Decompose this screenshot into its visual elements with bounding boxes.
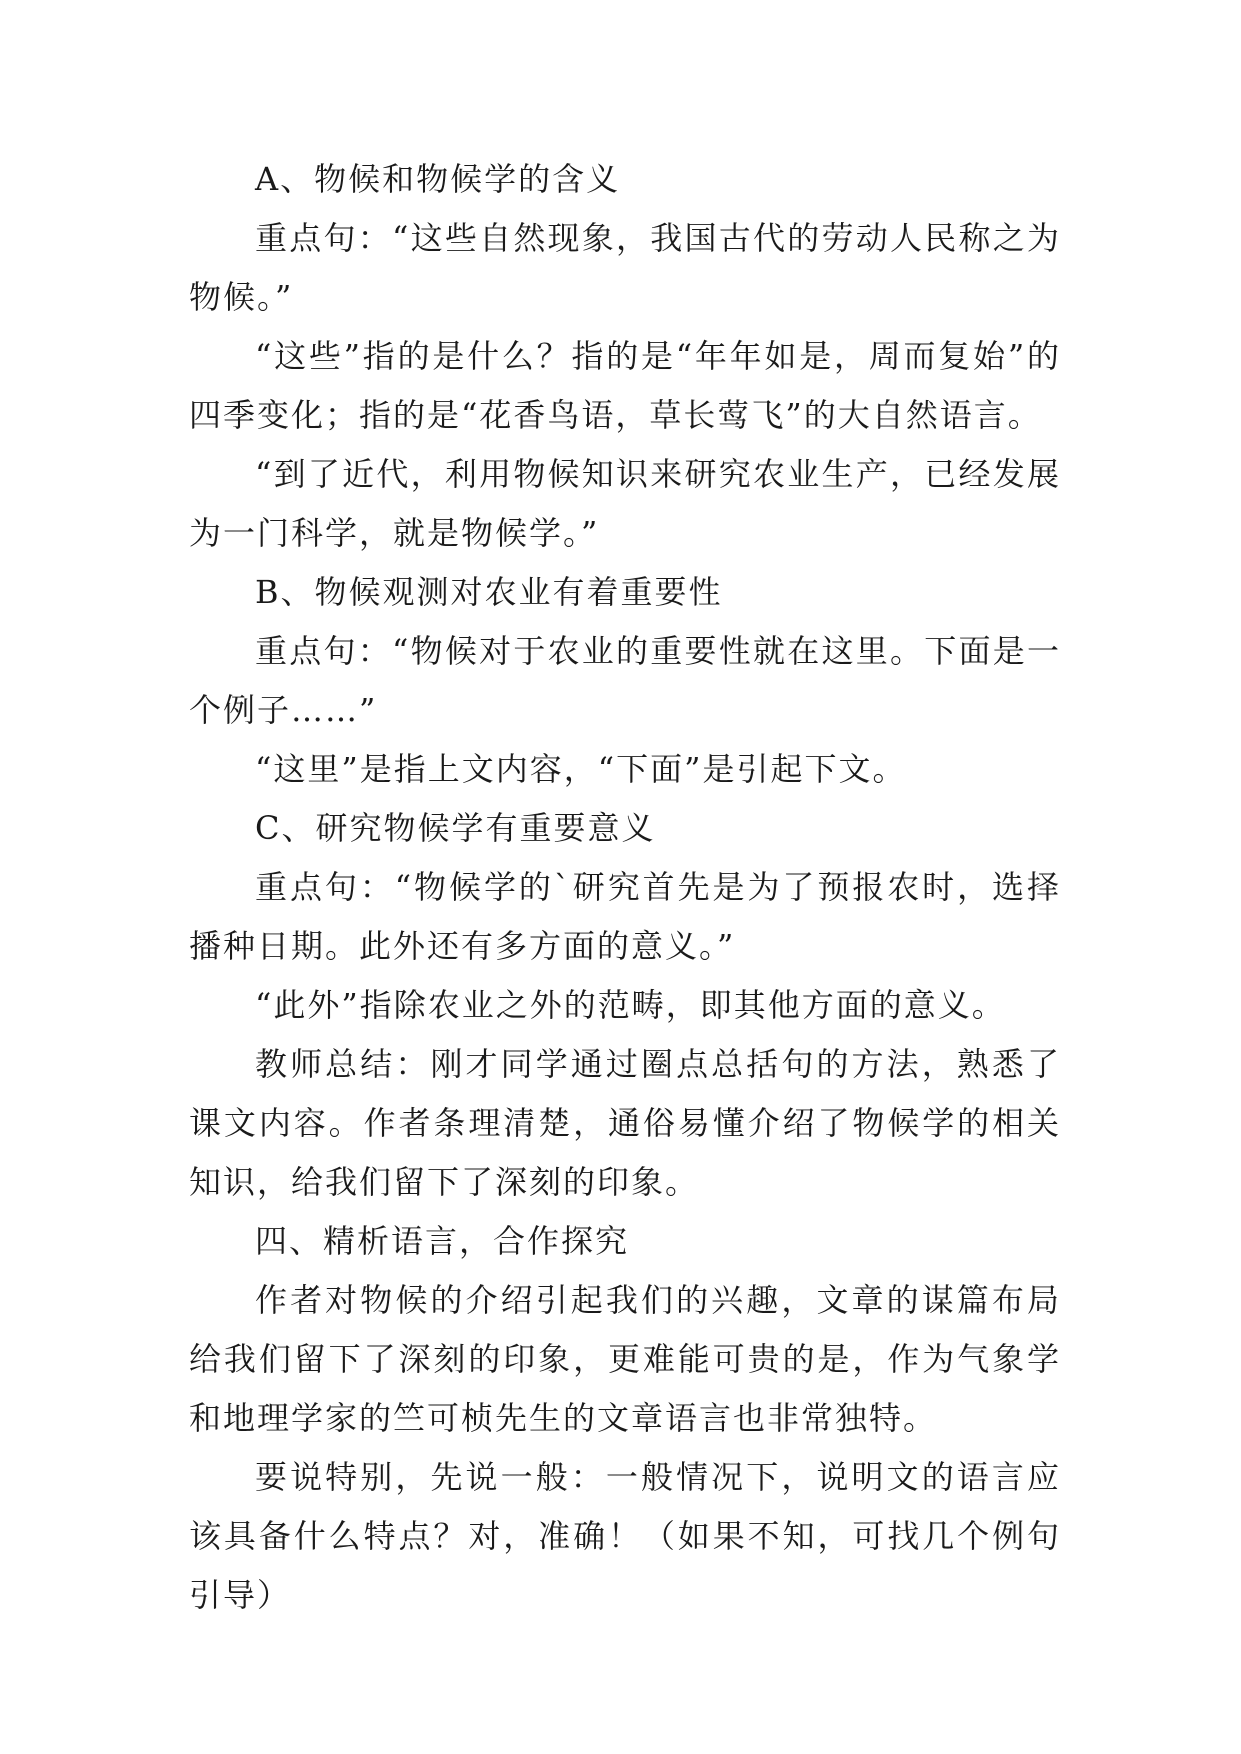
document-body [189, 150, 1061, 1625]
body-paragraph: 作者对物候的介绍引起我们的兴趣，文章的谋篇布局给我们留下了深刻的印象，更难能可贵的是，作为气象学和地理学家的竺可桢先生的文章语言也非常独特。 [189, 1281, 1061, 1437]
section-heading-b: B、物候观测对农业有着重要性 [255, 573, 723, 611]
explanation-paragraph: “这里”是指上文内容，“下面”是引起下文。 [255, 750, 907, 788]
section-heading-c: C、研究物候学有重要意义 [255, 809, 656, 847]
section-heading-four: 四、精析语言，合作探究 [255, 1222, 630, 1260]
key-sentence-paragraph: 重点句：“物候对于农业的重要性就在这里。下面是一个例子……” [189, 632, 1061, 729]
explanation-paragraph: “此外”指除农业之外的范畴，即其他方面的意义。 [255, 986, 1006, 1024]
key-sentence-paragraph: 重点句：“这些自然现象，我国古代的劳动人民称之为物候。” [189, 219, 1061, 316]
key-sentence-paragraph: 重点句：“物候学的`研究首先是为了预报农时，选择播种日期。此外还有多方面的意义。” [189, 868, 1061, 965]
section-heading-a: A、物候和物候学的含义 [255, 160, 621, 198]
explanation-paragraph: “这些”指的是什么？指的是“年年如是，周而复始”的四季变化；指的是“花香鸟语，草长莺飞”的大自然语言。 [189, 337, 1061, 434]
body-paragraph: 要说特别，先说一般：一般情况下，说明文的语言应该具备什么特点？对，准确！（如果不知，可找几个例句引导） [189, 1458, 1061, 1614]
quote-paragraph: “到了近代，利用物候知识来研究农业生产，已经发展为一门科学，就是物候学。” [189, 455, 1061, 552]
teacher-summary-paragraph: 教师总结：刚才同学通过圈点总括句的方法，熟悉了课文内容。作者条理清楚，通俗易懂介绍了物候学的相关知识，给我们留下了深刻的印象。 [189, 1045, 1061, 1201]
